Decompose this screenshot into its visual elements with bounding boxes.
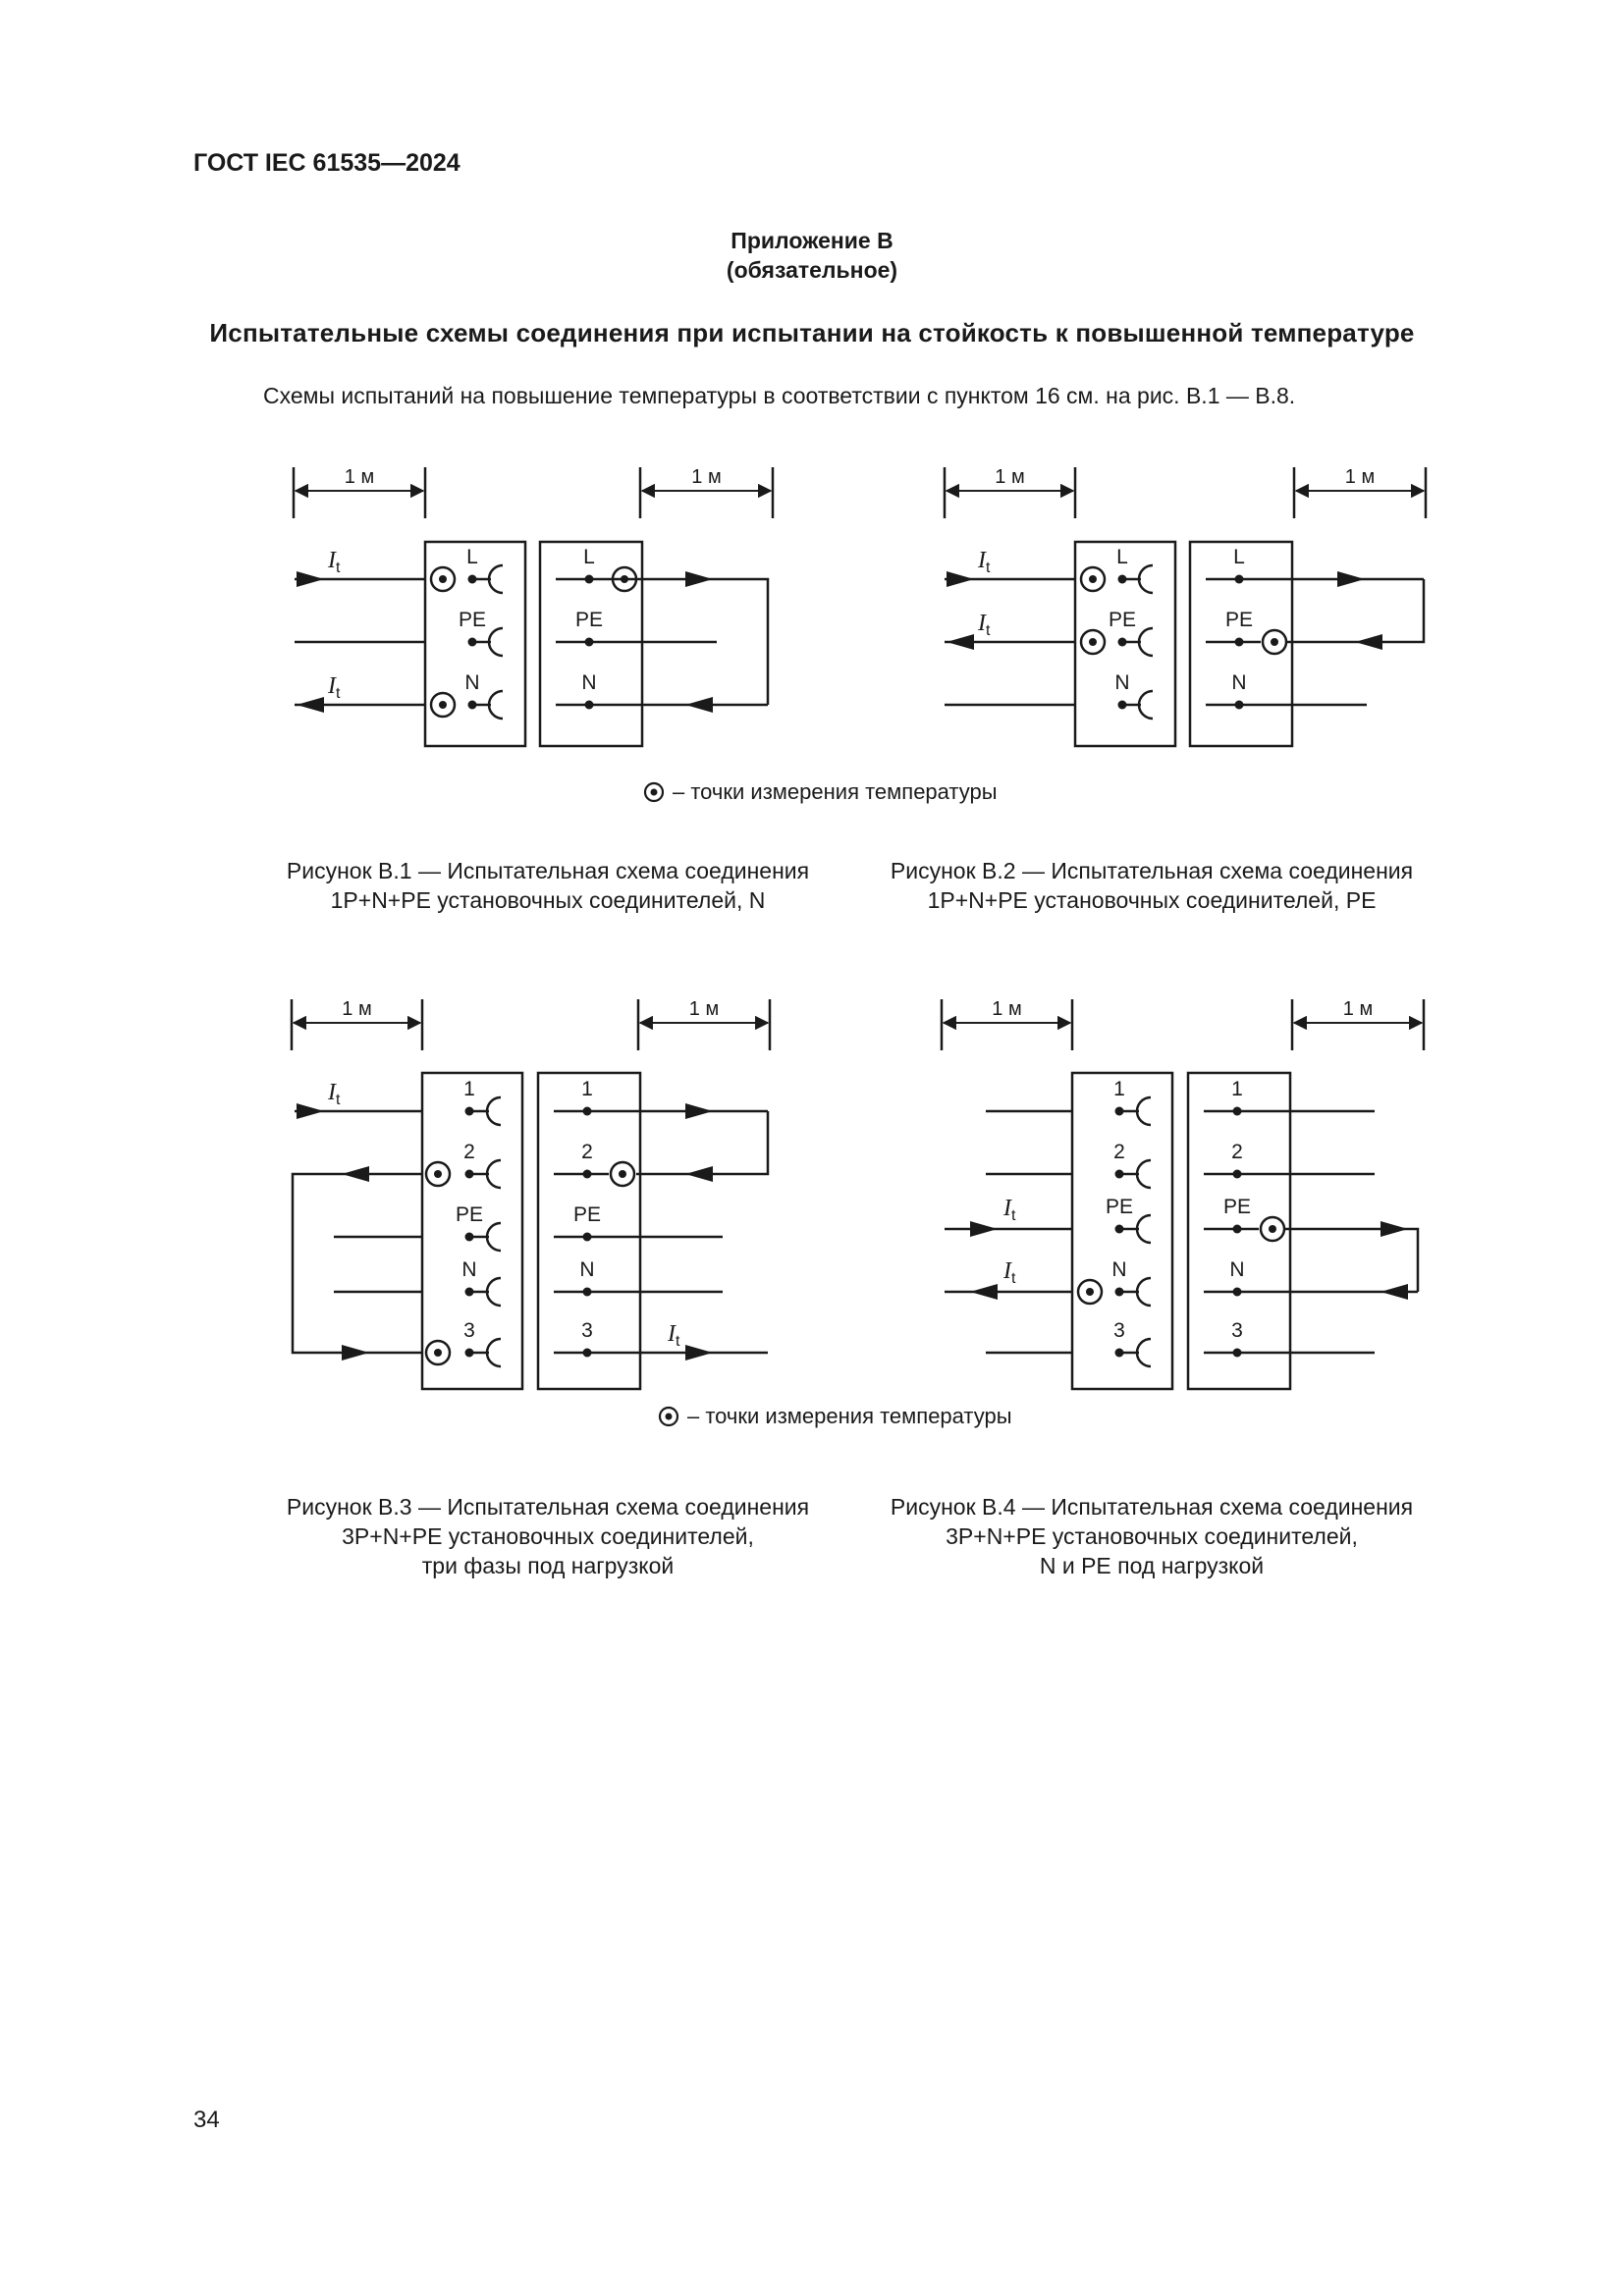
terminal-label: PE [458, 609, 487, 631]
terminal-label: PE [1222, 1196, 1252, 1218]
measurement-point-center [1271, 638, 1278, 646]
terminal-label: N [1229, 1258, 1245, 1281]
terminal-label: N [1231, 671, 1247, 694]
current-symbol: I [1003, 1258, 1011, 1284]
legend-text: – точки измерения температуры [687, 1404, 1012, 1428]
dimension-label: 1 м [995, 466, 1025, 488]
terminal-label: N [1114, 671, 1130, 694]
current-arrow [685, 1345, 713, 1361]
current-label [1002, 1196, 1016, 1224]
current-symbol: I [978, 548, 986, 573]
socket-contact-icon [1137, 1278, 1151, 1306]
terminal-label: PE [455, 1203, 484, 1226]
caption-line: Рисунок В.1 — Испытательная схема соединения [286, 858, 810, 883]
socket-contact-icon [489, 565, 503, 593]
terminal-label: N [581, 671, 597, 694]
terminal-label: N [464, 671, 480, 694]
measurement-point-center [439, 575, 447, 583]
current-arrow [342, 1166, 369, 1182]
socket-contact-icon [489, 628, 503, 656]
current-subscript: t [986, 622, 991, 639]
measurement-point-center [439, 701, 447, 709]
caption-line: Рисунок В.2 — Испытательная схема соединения [890, 858, 1414, 883]
caption-line: 1P+N+PE установочных соединителей, N [330, 887, 766, 913]
socket-contact-icon [487, 1339, 501, 1366]
current-subscript: t [336, 685, 341, 702]
terminal-label: PE [574, 609, 604, 631]
socket-contact-icon [487, 1097, 501, 1125]
measurement-point-center [619, 1170, 626, 1178]
socket-contact-icon [1137, 1339, 1151, 1366]
legend-top [643, 779, 998, 805]
terminal-label: N [1111, 1258, 1127, 1281]
terminal-label: 2 [463, 1141, 475, 1163]
current-arrow [297, 1103, 324, 1119]
measurement-point-center [434, 1349, 442, 1357]
dimension-label: 1 м [344, 466, 375, 488]
dimension-label: 1 м [688, 998, 720, 1020]
wire-loop [293, 1174, 422, 1353]
current-symbol: I [328, 548, 336, 573]
current-label [327, 673, 341, 702]
terminal-label: 2 [581, 1141, 593, 1163]
current-label [327, 1080, 341, 1108]
socket-contact-icon [1137, 1215, 1151, 1243]
current-arrow [685, 571, 713, 587]
measurement-point-center [1086, 1288, 1094, 1296]
terminal-label: 1 [1113, 1078, 1125, 1100]
current-arrow [342, 1345, 369, 1361]
current-label [327, 548, 341, 576]
dimension-label: 1 м [1344, 466, 1376, 488]
figure-caption-b2 [847, 856, 1456, 915]
terminal-label: PE [1105, 1196, 1134, 1218]
socket-contact-icon [487, 1278, 501, 1306]
terminal-label: 3 [1231, 1319, 1243, 1342]
current-arrow [947, 634, 974, 650]
current-arrow [1380, 1221, 1408, 1237]
caption-line: 1P+N+PE установочных соединителей, PE [927, 887, 1377, 913]
current-symbol: I [668, 1321, 676, 1347]
current-label [977, 548, 991, 576]
figure-caption-b4 [847, 1492, 1456, 1580]
appendix-title: Приложение В [731, 228, 893, 253]
current-subscript: t [1011, 1207, 1016, 1224]
current-arrow [947, 571, 974, 587]
page-number: 34 [193, 2107, 220, 2133]
current-arrow [685, 1103, 713, 1119]
terminal-label: 3 [581, 1319, 593, 1342]
legend-text: – точки измерения температуры [673, 779, 998, 804]
current-arrow [1355, 634, 1382, 650]
dimension-label: 1 м [342, 998, 372, 1020]
terminal-label: L [1233, 546, 1245, 568]
terminal-label: L [583, 546, 595, 568]
caption-line: Рисунок В.4 — Испытательная схема соединения [890, 1494, 1414, 1520]
terminal-label: 2 [1113, 1141, 1125, 1163]
current-subscript: t [676, 1333, 680, 1350]
current-subscript: t [986, 560, 991, 576]
current-arrow [297, 697, 324, 713]
legend-bottom [658, 1404, 1012, 1429]
document-header: ГОСТ IEC 61535—2024 [193, 149, 460, 177]
wire-loop [1286, 579, 1424, 642]
caption-line: 3P+N+PE установочных соединителей, [342, 1523, 754, 1549]
current-arrow [1380, 1284, 1408, 1300]
current-arrow [970, 1284, 998, 1300]
caption-line: три фазы под нагрузкой [421, 1553, 675, 1578]
wire-loop [1284, 1229, 1418, 1292]
measurement-point-icon [658, 1406, 679, 1427]
current-subscript: t [1011, 1270, 1016, 1287]
terminal-label: PE [1224, 609, 1254, 631]
current-arrow [297, 571, 324, 587]
current-label [667, 1321, 680, 1350]
current-symbol: I [328, 1080, 336, 1105]
socket-contact-icon [1139, 628, 1153, 656]
current-label [977, 611, 991, 639]
dimension-label: 1 м [1342, 998, 1374, 1020]
socket-contact-icon [1139, 565, 1153, 593]
terminal-label: 1 [463, 1078, 475, 1100]
current-symbol: I [978, 611, 986, 636]
terminal-label: 3 [1113, 1319, 1125, 1342]
socket-contact-icon [487, 1160, 501, 1188]
socket-contact-icon [489, 691, 503, 719]
current-arrow [1337, 571, 1365, 587]
intro-paragraph: Схемы испытаний на повышение температуры в соответствии с пунктом 16 см. на рис. В.1 — В.8. [263, 383, 1296, 408]
measurement-point-icon [643, 781, 665, 803]
current-subscript: t [336, 1092, 341, 1108]
figure-caption-b3 [244, 1492, 852, 1580]
terminal-label: PE [1108, 609, 1137, 631]
figure-caption-b1 [244, 856, 852, 915]
caption-line: 3P+N+PE установочных соединителей, [946, 1523, 1358, 1549]
terminal-label: 1 [581, 1078, 593, 1100]
current-label [1002, 1258, 1016, 1287]
current-subscript: t [336, 560, 341, 576]
terminal-label: N [461, 1258, 477, 1281]
measurement-point-center [1269, 1225, 1276, 1233]
appendix-status: (обязательное) [726, 257, 898, 283]
socket-contact-icon [1137, 1097, 1151, 1125]
measurement-point-center [434, 1170, 442, 1178]
socket-contact-icon [487, 1223, 501, 1251]
current-arrow [685, 1166, 713, 1182]
socket-contact-icon [1137, 1160, 1151, 1188]
terminal-label: 3 [463, 1319, 475, 1342]
terminal-label: N [579, 1258, 595, 1281]
current-symbol: I [328, 673, 336, 699]
current-symbol: I [1003, 1196, 1011, 1221]
measurement-point-center [1089, 638, 1097, 646]
section-heading: Испытательные схемы соединения при испытании на стойкость к повышенной температуре [209, 318, 1415, 347]
measurement-point-center [1089, 575, 1097, 583]
current-arrow [685, 697, 713, 713]
caption-line: N и PE под нагрузкой [1039, 1553, 1265, 1578]
dimension-label: 1 м [992, 998, 1022, 1020]
terminal-label: L [1116, 546, 1128, 568]
current-arrow [970, 1221, 998, 1237]
socket-contact-icon [1139, 691, 1153, 719]
caption-line: Рисунок В.3 — Испытательная схема соединения [286, 1494, 810, 1520]
dimension-label: 1 м [691, 466, 722, 488]
terminal-label: 1 [1231, 1078, 1243, 1100]
wire-loop [636, 1111, 768, 1174]
terminal-label: PE [572, 1203, 602, 1226]
terminal-label: L [466, 546, 478, 568]
terminal-label: 2 [1231, 1141, 1243, 1163]
